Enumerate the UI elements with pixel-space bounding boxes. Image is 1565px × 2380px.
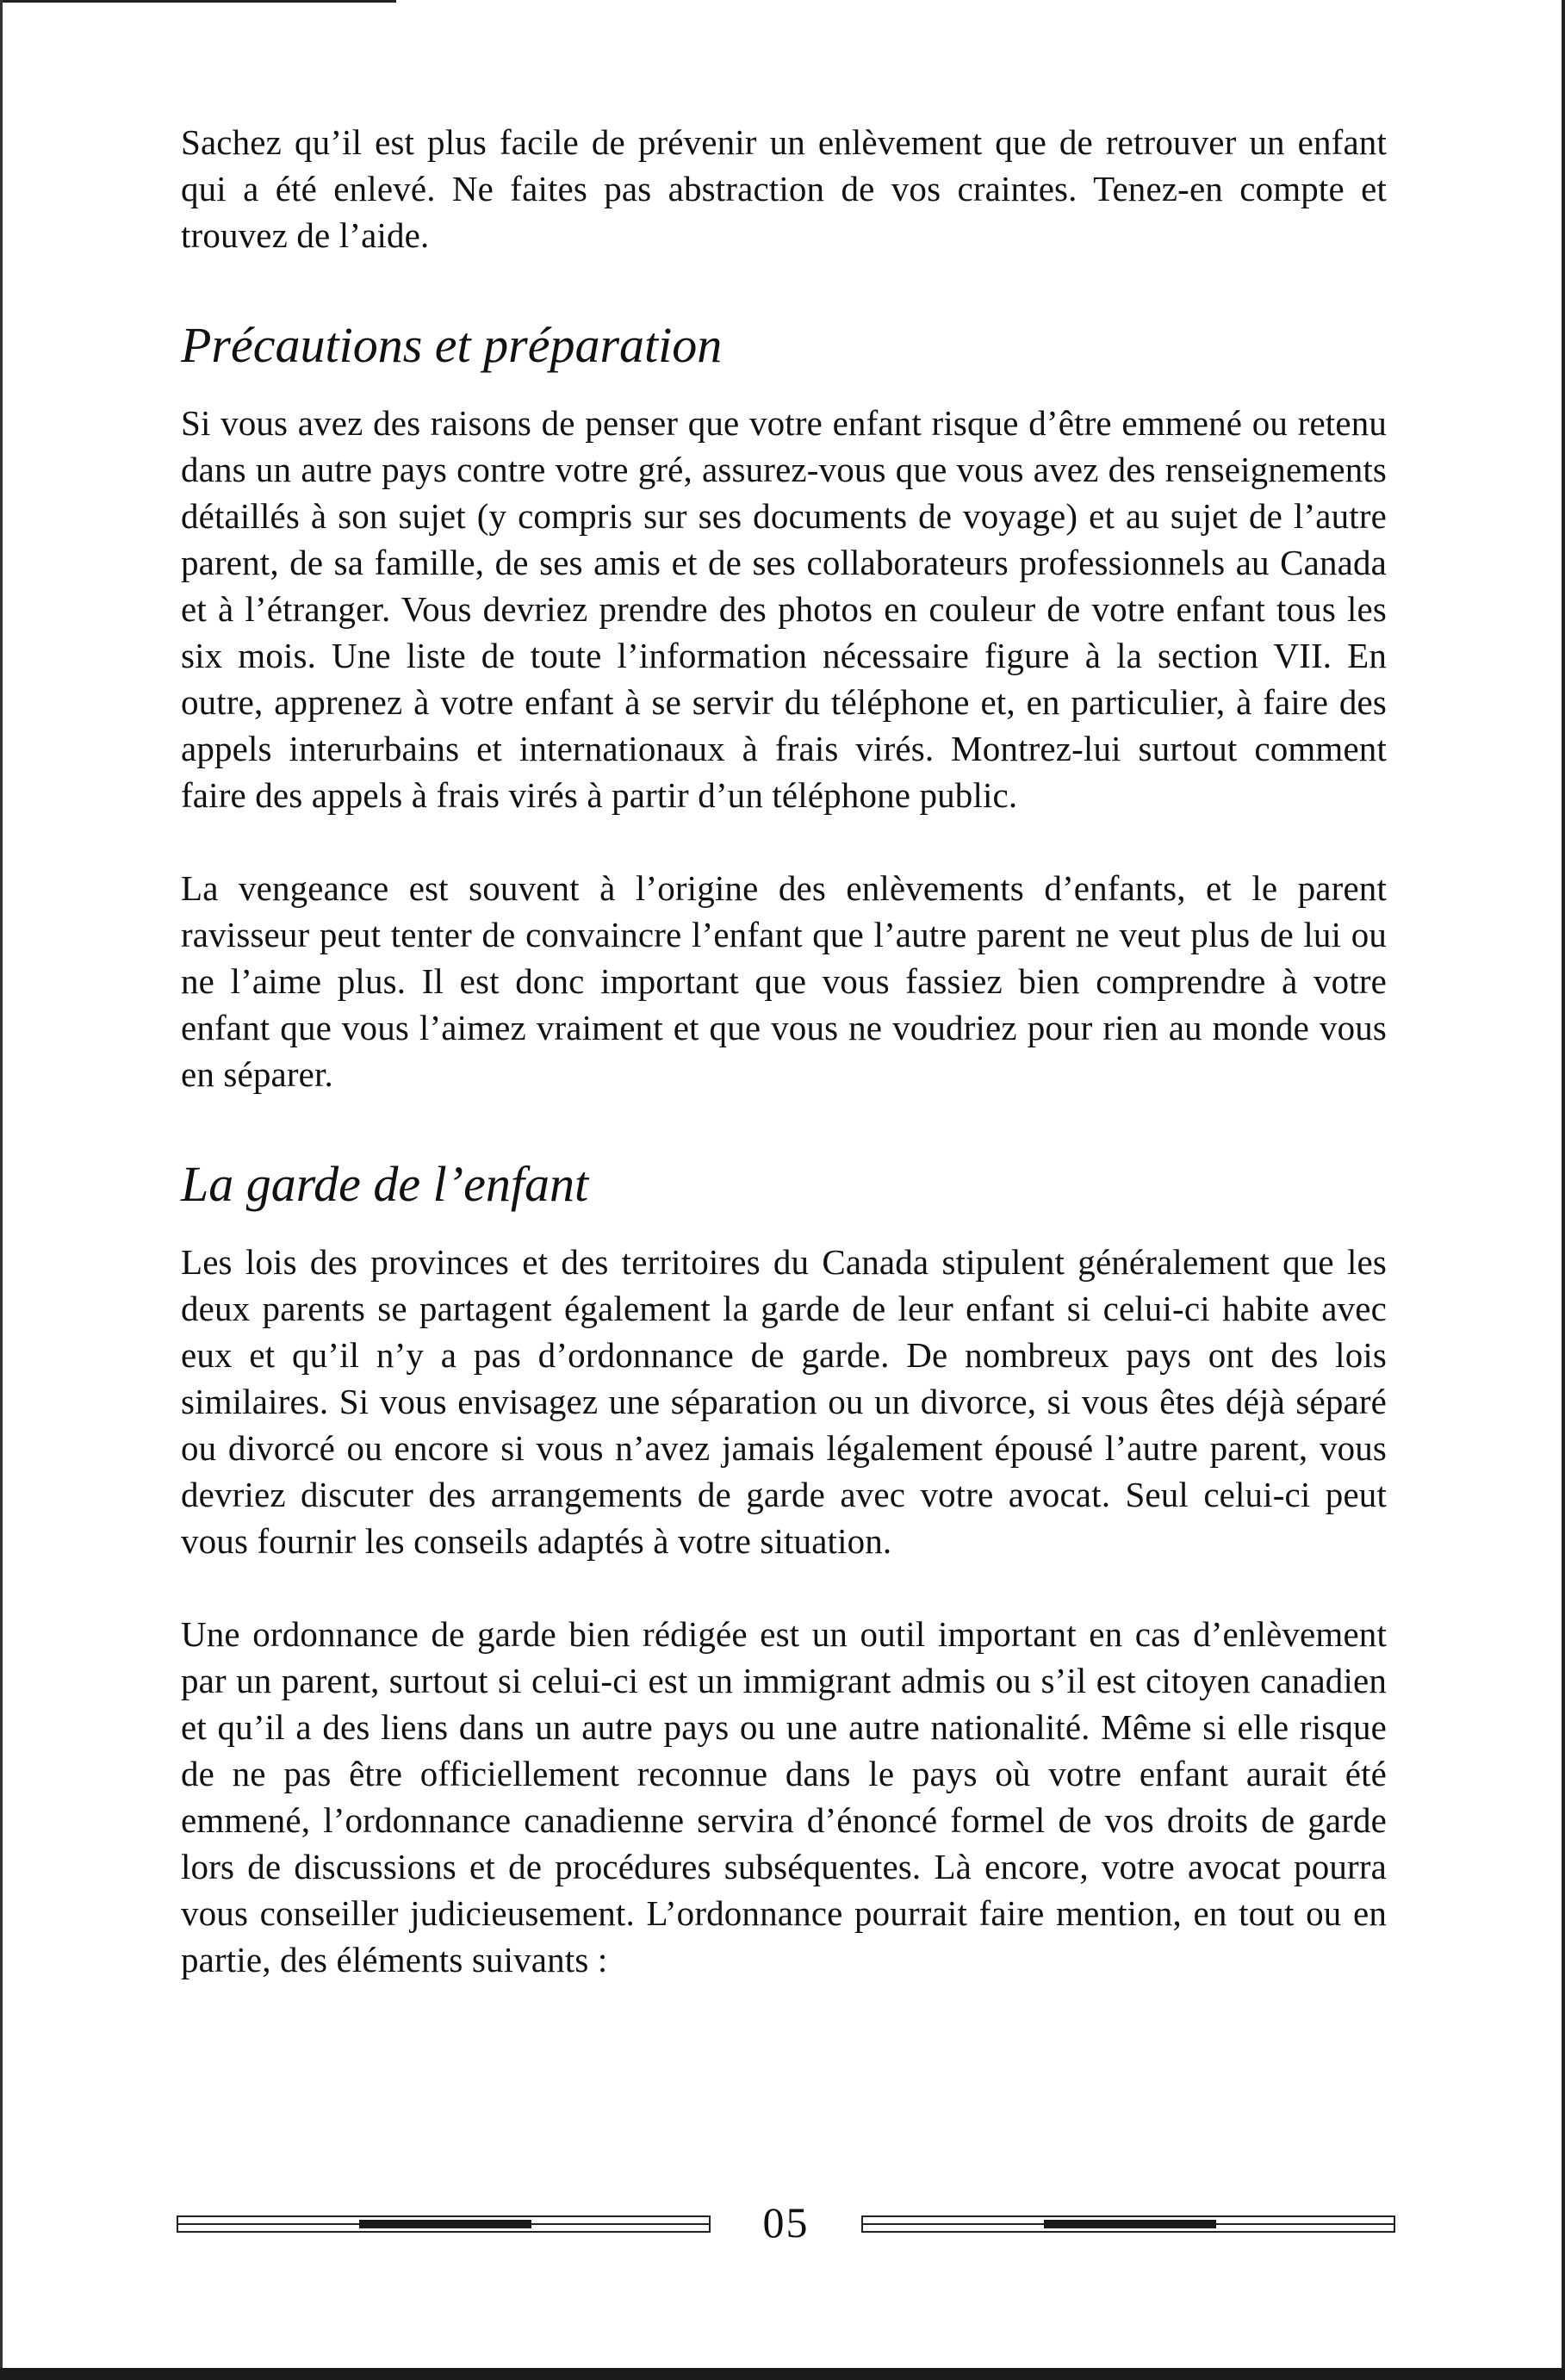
footer-rule-band <box>1044 2220 1216 2228</box>
garde-paragraph-2: Une ordonnance de garde bien rédigée est un outil important en cas d’enlèvement par un parent, surtout si celui-ci est un immigrant admis ou s’il est citoyen canadien et qu’il a des liens dans un autre pays ou une autre nationalité. Même si elle risque de ne pas être officiellement reconnue dans le pays où votre enfant aurait été emmené, l’ordonnance canadienne servira d’énoncé formel de vos droits de garde lors de discussions et de procédures subséquentes. Là encore, votre avocat pourra vous conseiller judicieusement. L’ordonnance pourrait faire mention, en tout ou en partie, des éléments suivants : <box>181 1614 1387 1979</box>
spacer <box>181 1564 1387 1611</box>
spacer <box>181 1215 1387 1239</box>
spacer <box>181 818 1387 865</box>
page-content <box>181 119 1387 1983</box>
scan-edge-left <box>0 0 3 2380</box>
garde-paragraph-1: Les lois des provinces et des territoires du Canada stipulent généralement que les deux parents se partagent également la garde de leur enfant si celui-ci habite avec eux et qu’il n’y a pas d’ordonnance de garde. De nombreux pays ont des lois similaires. Si vous envisagez une séparation ou un divorce, si vous êtes déjà séparé ou divorcé ou encore si vous n’avez jamais légalement épousé l’autre parent, vous devriez discuter des arrangements de garde avec votre avocat. Seul celui-ci peut vous fournir les conseils adaptés à votre situation. <box>181 1242 1387 1561</box>
footer-rule-left <box>177 2215 711 2233</box>
spacer <box>181 1097 1387 1154</box>
section-heading-precautions: Précautions et préparation <box>181 317 723 373</box>
intro-paragraph: Sachez qu’il est plus facile de prévenir un enlèvement que de retrouver un enfant qui a été enlevé. Ne faites pas abstraction de vos craintes. Tenez-en compte et trouvez de l’aide. <box>181 122 1387 255</box>
precautions-paragraph-1: Si vous avez des raisons de penser que votre enfant risque d’être emmené ou retenu dans un autre pays contre votre gré, assurez-vous que vous avez des renseignements détaillés à son sujet (y compris sur ses documents de voyage) et au sujet de l’autre parent, de sa famille, de ses amis et de ses collaborateurs professionnels au Canada et à l’étranger. Vous devriez prendre des photos en couleur de votre enfant tous les six mois. Une liste de toute l’information nécessaire figure à la section VII. En outre, apprenez à votre enfant à se servir du téléphone et, en particulier, à faire des appels interurbains et internationaux à frais virés. Montrez-lui surtout comment faire des appels à frais virés à partir d’un téléphone public. <box>181 403 1387 815</box>
scan-edge-bottom <box>0 2368 1565 2380</box>
footer-rule-band <box>359 2220 531 2228</box>
spacer <box>181 376 1387 400</box>
scan-edge-top <box>0 0 396 3</box>
page-number: 05 <box>762 2198 810 2246</box>
page-footer <box>177 2198 1395 2246</box>
spacer <box>181 258 1387 315</box>
precautions-paragraph-2: La vengeance est souvent à l’origine des enlèvements d’enfants, et le parent ravisseur peut tenter de convaincre l’enfant que l’autre parent ne veut plus de lui ou ne l’aime plus. Il est donc important que vous fassiez bien comprendre à votre enfant que vous l’aimez vraiment et que vous ne voudriez pour rien au monde vous en séparer. <box>181 868 1387 1094</box>
footer-rule-right <box>861 2215 1395 2233</box>
scan-edge-right <box>1562 0 1565 2380</box>
section-heading-garde: La garde de l’enfant <box>181 1156 589 1212</box>
